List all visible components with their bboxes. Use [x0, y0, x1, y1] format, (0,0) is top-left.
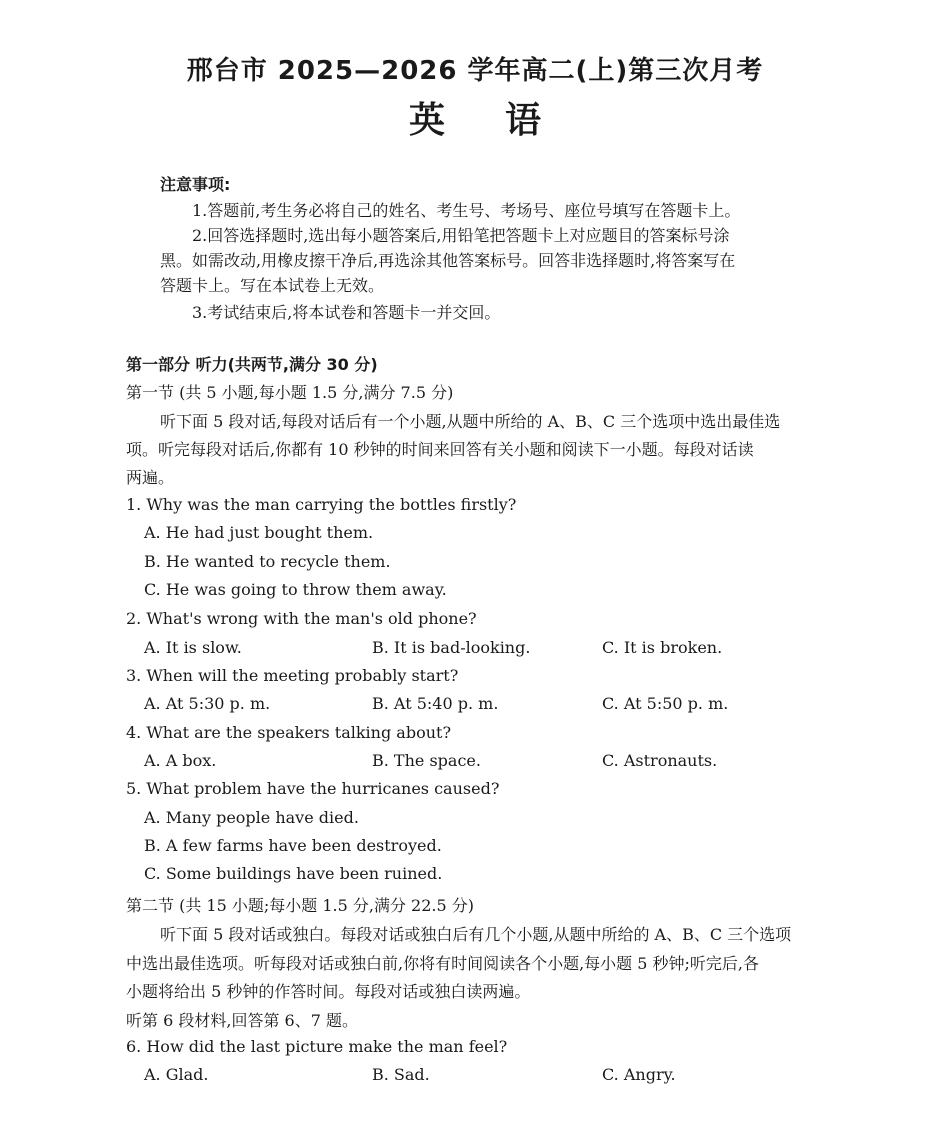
section2-instruction: 中选出最佳选项。听每段对话或独白前,你将有时间阅读各个小题,每小题 5 秒钟;听完后,各	[126, 954, 760, 973]
material-note: 听第 6 段材料,回答第 6、7 题。	[126, 1011, 358, 1030]
question-5: 5. What problem have the hurricanes caused?	[126, 779, 500, 798]
option-a: A. Glad.	[144, 1065, 209, 1084]
section2-heading: 第二节 (共 15 小题;每小题 1.5 分,满分 22.5 分)	[126, 896, 474, 915]
exam-title: 邢台市 2025—2026 学年高二(上)第三次月考	[186, 56, 764, 86]
option-c: C. At 5:50 p. m.	[602, 694, 729, 713]
option-b: B. The space.	[372, 751, 481, 770]
question-4: 4. What are the speakers talking about?	[126, 723, 452, 742]
option-b: B. At 5:40 p. m.	[372, 694, 499, 713]
notice-item: 2.回答选择题时,选出每小题答案后,用铅笔把答题卡上对应题目的答案标号涂	[192, 226, 730, 245]
notice-item: 答题卡上。写在本试卷上无效。	[160, 276, 385, 295]
question-2: 2. What's wrong with the man's old phone?	[126, 609, 477, 628]
option-c: C. Angry.	[602, 1065, 676, 1084]
option-a: A. At 5:30 p. m.	[144, 694, 271, 713]
option-a: A. It is slow.	[144, 638, 242, 657]
option-a: A. He had just bought them.	[144, 523, 374, 542]
part1-heading: 第一部分 听力(共两节,满分 30 分)	[126, 355, 378, 374]
option-a: A. Many people have died.	[144, 808, 359, 827]
section1-instruction: 项。听完每段对话后,你都有 10 秒钟的时间来回答有关小题和阅读下一小题。每段对话读	[126, 440, 754, 459]
option-b: B. He wanted to recycle them.	[144, 552, 391, 571]
question-3: 3. When will the meeting probably start?	[126, 666, 459, 685]
question-6: 6. How did the last picture make the man feel?	[126, 1037, 508, 1056]
option-b: B. A few farms have been destroyed.	[144, 836, 442, 855]
option-c: C. Astronauts.	[602, 751, 718, 770]
option-a: A. A box.	[144, 751, 217, 770]
section1-instruction: 两遍。	[126, 468, 175, 487]
option-c: C. Some buildings have been ruined.	[144, 864, 443, 883]
option-b: B. It is bad-looking.	[372, 638, 531, 657]
section2-instruction: 听下面 5 段对话或独白。每段对话或独白后有几个小题,从题中所给的 A、B、C 三个选项	[160, 925, 792, 944]
section2-instruction: 小题将给出 5 秒钟的作答时间。每段对话或独白读两遍。	[126, 982, 531, 1001]
section1-instruction: 听下面 5 段对话,每段对话后有一个小题,从题中所给的 A、B、C 三个选项中选出最佳选	[160, 412, 781, 431]
question-1: 1. Why was the man carrying the bottles firstly?	[126, 495, 517, 514]
subject-title: 英语	[408, 100, 601, 141]
notice-item: 黑。如需改动,用橡皮擦干净后,再选涂其他答案标号。回答非选择题时,将答案写在	[160, 251, 736, 270]
notice-heading: 注意事项:	[160, 175, 231, 194]
option-c: C. He was going to throw them away.	[144, 580, 447, 599]
section1-heading: 第一节 (共 5 小题,每小题 1.5 分,满分 7.5 分)	[126, 383, 454, 402]
option-c: C. It is broken.	[602, 638, 723, 657]
notice-item: 1.答题前,考生务必将自己的姓名、考生号、考场号、座位号填写在答题卡上。	[192, 201, 741, 220]
notice-item: 3.考试结束后,将本试卷和答题卡一并交回。	[192, 303, 501, 322]
option-b: B. Sad.	[372, 1065, 430, 1084]
